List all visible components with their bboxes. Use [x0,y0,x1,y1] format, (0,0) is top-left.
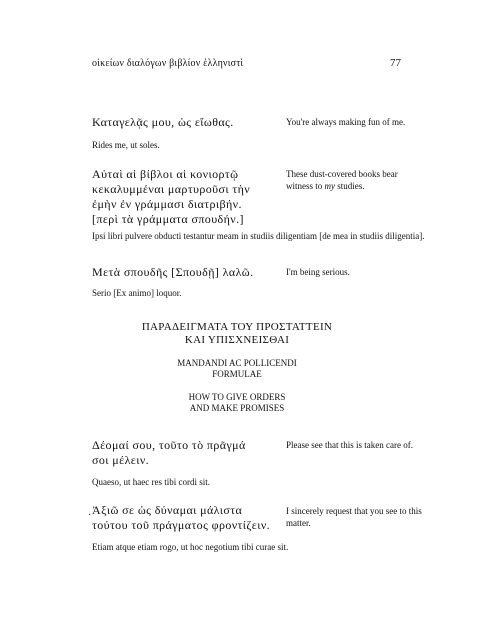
greek-line: ἐμὴν ἐν γράμμασι διατριβήν. [92,197,242,211]
greek-phrase-5 [92,503,270,533]
english-emphasis: my [324,181,336,191]
english-text: You're always making fun of me. [286,117,406,127]
greek-line: Δέομαί σου, τοῦτο τὸ πρᾶγμά [92,438,246,452]
heading-line: ΠΑΡΑΔΕΙΓΜΑΤΑ ΤΟΥ ΠΡΟΣΤΑΤΤΕΙΝ [141,321,333,333]
greek-line: Μετὰ σπουδῆς [Σπουδῇ] λαλῶ. [92,265,254,279]
greek-line: [περὶ τὰ γράμματα σπουδήν.] [92,212,244,226]
english-text: I'm being serious. [286,267,350,277]
latin-translation-5: Etiam atque etiam rogo, ut hoc negotium tibi curae sit. [92,542,289,552]
english-translation-5 [286,505,426,529]
english-text: These dust-covered books bear witness to [286,169,398,191]
heading-line: ΚΑΙ ΥΠΙΣΧΝΕΙΣΘΑΙ [184,334,290,346]
greek-phrase-4 [92,438,246,468]
greek-line: τούτου τοῦ πράγματος φροντίζειν. [92,518,271,532]
greek-line: Καταγελᾷς μου, ὡς εἴωθας. [92,115,234,129]
english-translation-1 [286,116,426,128]
heading-line: AND MAKE PROMISES [189,403,285,413]
greek-phrase-2 [92,167,250,227]
page-number: 77 [390,57,401,69]
latin-translation-4: Quaeso, ut haec res tibi cordi sit. [92,477,210,487]
heading-line: FORMULAE [212,369,262,379]
greek-phrase-1 [92,115,234,130]
english-translation-3 [286,266,426,278]
greek-line: κεκαλυμμέναι μαρτυροῦσι τὴν [92,182,251,196]
heading-line: MANDANDI AC POLLICENDI [177,358,297,368]
english-translation-4 [286,439,426,451]
greek-phrase-3 [92,265,254,280]
latin-translation-1: Rides me, ut soles. [92,140,160,150]
section-english-heading [92,392,382,414]
english-text: studies. [335,181,365,191]
running-header-title: οἰκείων διαλόγων βιβλίον ἑλληνιστὶ [92,58,244,69]
english-text: I sincerely request that you see to this matter. [286,506,422,528]
latin-translation-2: Ipsi libri pulvere obducti testantur meam in studiis diligentiam [de mea in studiis diligentia]. [92,231,425,241]
english-translation-2 [286,168,426,192]
stray-mark: · [88,510,92,521]
heading-line: HOW TO GIVE ORDERS [188,392,286,402]
greek-line: σοι μέλειν. [92,453,150,467]
greek-line: Ἀξιῶ σε ὡς δύναμαι μάλιστα [92,503,243,517]
greek-line: Αὐταὶ αἱ βίβλοι αἱ κονιορτῷ [92,167,239,181]
latin-translation-3: Serio [Ex animo] loquor. [92,288,182,298]
english-text: Please see that this is taken care of. [286,440,413,450]
section-latin-heading [92,358,382,380]
section-greek-heading [92,321,382,347]
